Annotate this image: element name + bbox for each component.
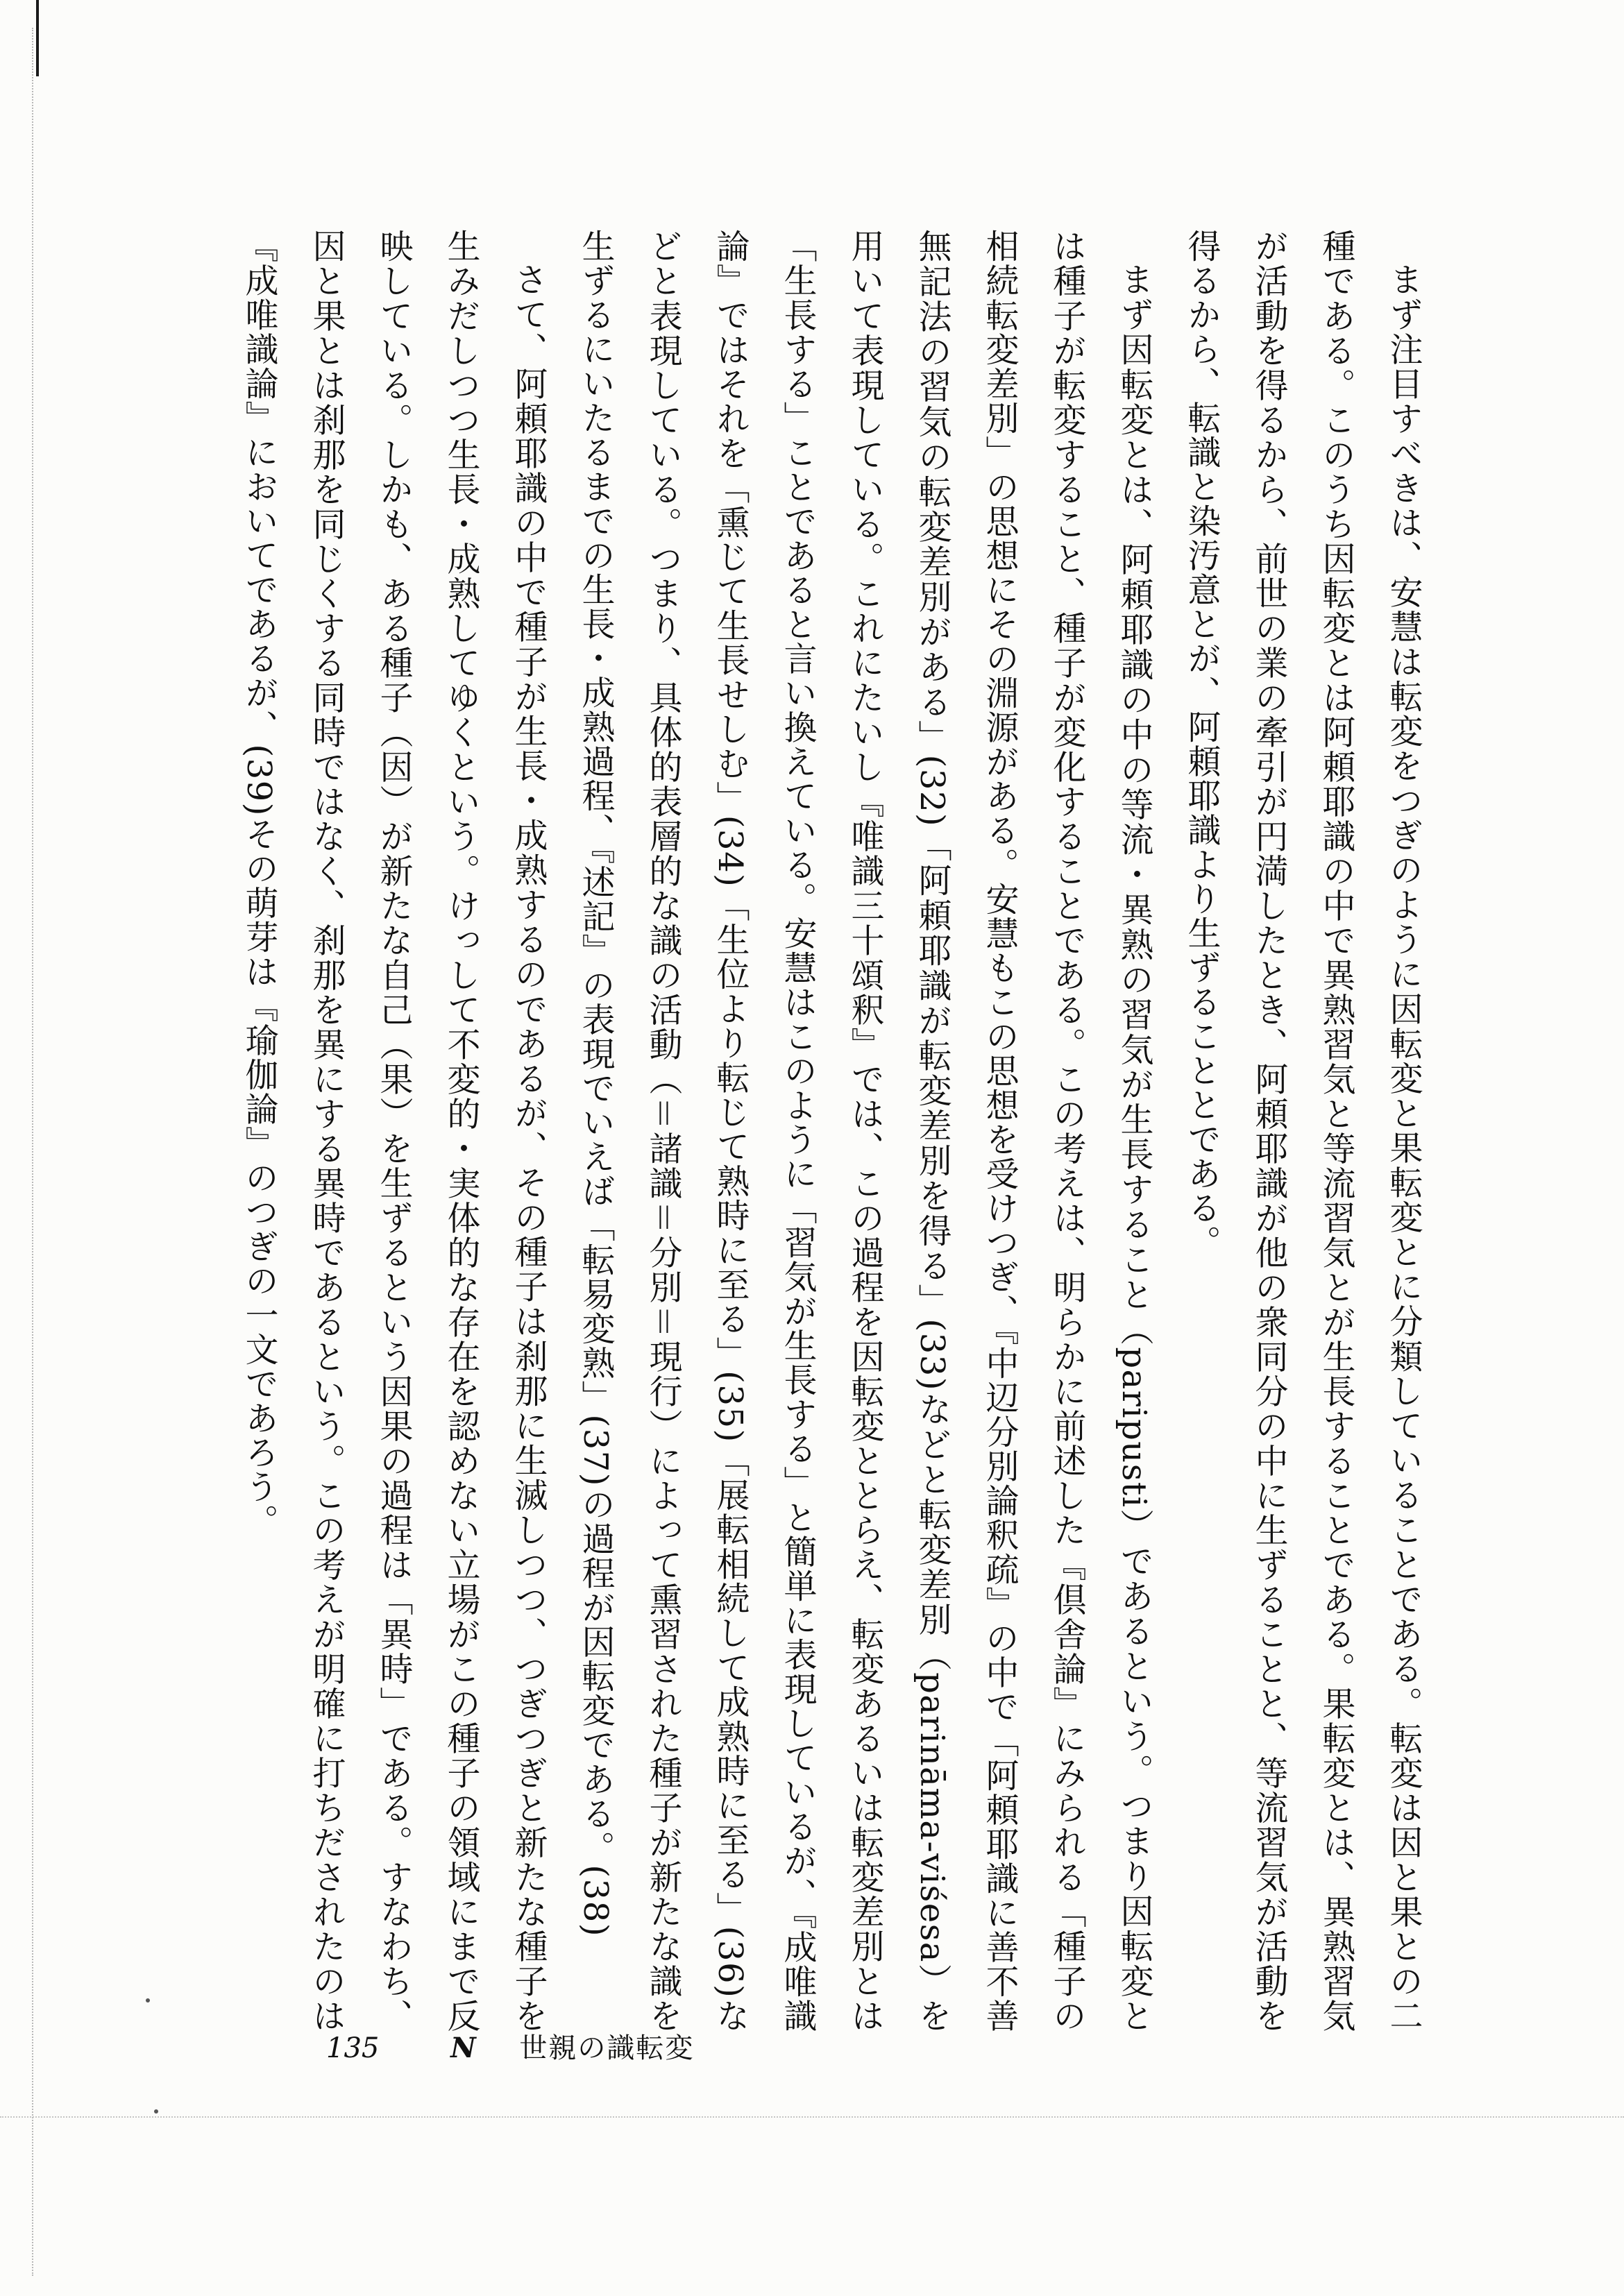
scan-speck	[154, 2109, 158, 2114]
scan-binding-mark	[36, 0, 39, 76]
paragraph: まず注目すべきは、安慧は転変をつぎのように因転変と果転変とに分類していることである。転変は因と果との二種である。このうち因転変とは阿頼耶識の中で異熟習気と等流習気とが生長することである。果転変とは、異熟習気が活動を得るから、前世の業の牽引が円満したとき、阿頼耶識が他の衆同分の中に生ずることと、等流習気が活動を得るから、転識と染汚意とが、阿頼耶識より生ずることとである。	[1182, 229, 1423, 2033]
scan-speck	[146, 1998, 150, 2002]
chapter-title: 世親の識転変	[519, 2032, 695, 2064]
paragraph: さて、阿頼耶識の中で種子が生長・成熟するのであるが、その種子は刹那に生滅しつつ、つぎつぎと新たな種子を生みだしつつ生長・成熟してゆくという。けっして不変的・実体的な存在を認めない立場がこの種子の領域にまで反映している。しかも、ある種子（因）が新たな自己（果）を生ずるという因果の過程は「異時」である。すなわち、因と果とは刹那を同じくする同時ではなく、刹那を異にする異時であるという。この考えが明確に打ちだされたのは『成唯識論』においてであるが、(39)その萌芽は『瑜伽論』のつぎの一文であろう。	[239, 229, 548, 2033]
scan-edge-left	[32, 28, 34, 2276]
page-number: 135	[326, 2032, 380, 2064]
chapter-number: N	[450, 2032, 476, 2064]
paragraph: まず因転変とは、阿頼耶識の中の等流・異熟の習気が生長すること（paripusti）であるという。つまり因転変とは種子が転変すること、種子が変化することである。この考えは、明らかに前述した『倶舎論』にみられる「種子の相続転変差別」の思想にその淵源がある。安慧もこの思想を受けつぎ、『中辺分別論釈疏』の中で「阿頼耶識に善不善無記法の習気の転変差別がある」(32)「阿頼耶識が転変差別を得る」(33)などと転変差別（parināma-viśesa）を用いて表現している。これにたいし『唯識三十頌釈』では、この過程を因転変ととらえ、転変あるいは転変差別とは「生長する」ことであると言い換えている。安慧はこのように「習気が生長する」と簡単に表現しているが、『成唯識論』ではそれを「熏じて生長せしむ」(34)「生位より転じて熟時に至る」(35)「展転相続して成熟時に至る」(36)などと表現している。つまり、具体的表層的な識の活動（＝諸識＝分別＝現行）によって熏習された種子が新たな識を生ずるにいたるまでの生長・成熟過程、『述記』の表現でいえば「転易変熟」(37)の過程が因転変である。(38)	[576, 229, 1153, 2033]
body-text	[160, 229, 1437, 2033]
page-footer	[326, 2026, 694, 2066]
scan-edge-bottom	[0, 2116, 1624, 2118]
